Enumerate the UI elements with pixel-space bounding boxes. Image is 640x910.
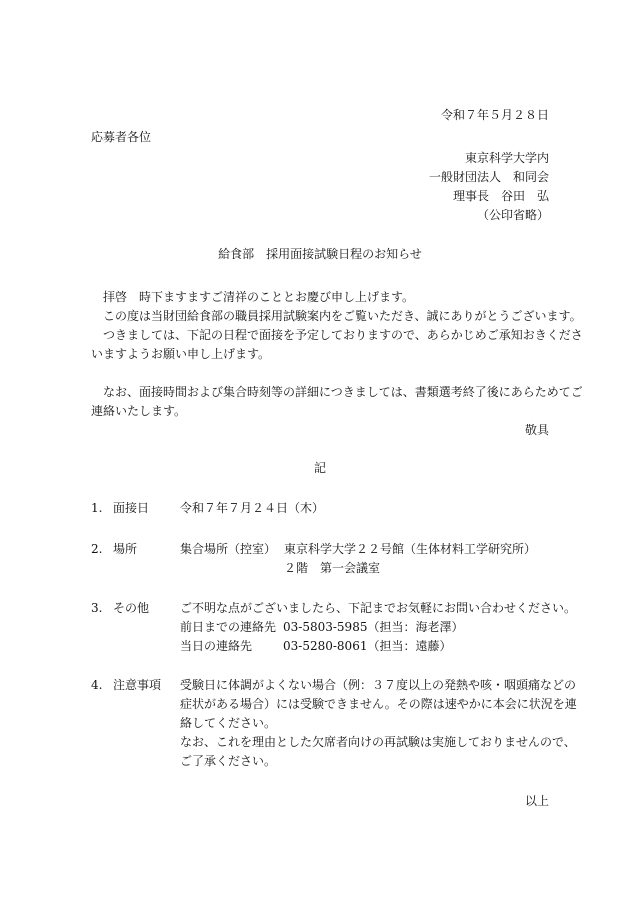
location-building: 東京科学大学２２号館（生体材料工学研究所） [284, 542, 537, 556]
location-room: ２階 第一会議室 [284, 561, 381, 575]
item-number: 1. [91, 501, 103, 515]
contact-day-phone: 03-5280-8061（担当：遠藤） [283, 639, 452, 653]
assembly-place-label: 集合場所（控室） [180, 542, 277, 556]
details-paragraph-line2: 連絡いたします。 [91, 404, 187, 418]
sender-organization: 一般財団法人 和同会 [428, 170, 549, 184]
details-paragraph-line1: なお、面接時間および集合時刻等の詳細につきましては、書類選考終了後にあらためてご [91, 385, 583, 399]
item-label-other: その他 [113, 601, 150, 615]
notes-line: 症状がある場合）には受験できません。その際は速やかに本会に状況を連 [180, 697, 577, 711]
recipient: 応募者各位 [91, 130, 152, 144]
item-label-location: 場所 [113, 542, 138, 556]
closing-ijou: 以上 [524, 794, 549, 808]
item-number: 2. [91, 542, 103, 556]
notes-line: 受験日に体調がよくない場合（例：３７度以上の発熱や咳・咽頭痛などの [180, 678, 577, 692]
issue-date: 令和７年５月２８日 [440, 108, 549, 122]
item-number: 3. [91, 601, 103, 615]
sender-affiliation: 東京科学大学内 [464, 151, 549, 165]
thanks-paragraph: この度は当財団給食部の職員採用試験案内をご覧いただき、誠にありがとうございます。 [91, 309, 582, 323]
closing-keigu: 敬具 [524, 423, 549, 437]
item-number: 4. [91, 678, 103, 692]
notes-line: 絡してください。 [180, 716, 277, 730]
item-label-notes: 注意事項 [113, 678, 162, 692]
ki-heading: 記 [313, 461, 326, 475]
contact-before-label: 前日までの連絡先 [180, 620, 277, 634]
notes-line: ご了承ください。 [180, 754, 277, 768]
document-title: 給食部 採用面接試験日程のお知らせ [218, 247, 422, 261]
greeting-paragraph: 拝啓 時下ますますご清祥のこととお慶び申し上げます。 [91, 290, 415, 304]
schedule-paragraph-line2: いますようお願い申し上げます。 [91, 347, 271, 361]
seal-omitted-note: （公印省略） [476, 208, 549, 222]
inquiry-note: ご不明な点がございましたら、下記までお気軽にお問い合わせください。 [180, 601, 577, 615]
sender-name: 理事長 谷田 弘 [452, 189, 549, 203]
schedule-paragraph-line1: つきましては、下記の日程で面接を予定しておりますので、あらかじめご承知おきくださ [91, 328, 583, 342]
contact-day-label: 当日の連絡先 [180, 639, 253, 653]
interview-date: 令和７年７月２４日（木） [180, 501, 325, 515]
item-label-interview-date: 面接日 [113, 501, 150, 515]
notes-line: なお、これを理由とした欠席者向けの再試験は実施しておりませんので、 [180, 735, 576, 749]
contact-before-phone: 03-5803-5985（担当：海老澤） [283, 620, 464, 634]
